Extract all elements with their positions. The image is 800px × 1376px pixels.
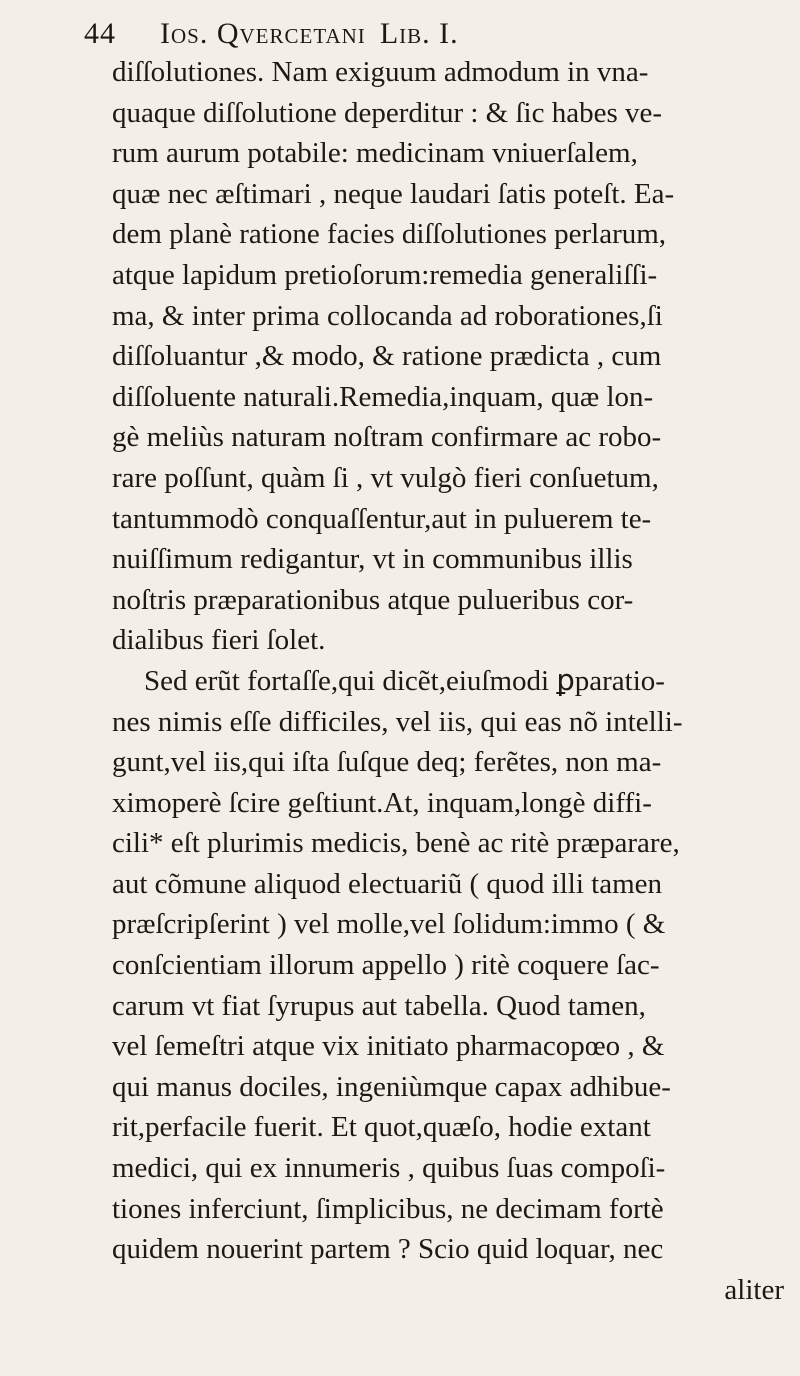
text-line: quæ nec æſtimari , neque laudari ſatis poteſt. Ea- [112, 177, 675, 210]
body-text [112, 52, 800, 1310]
page-number: 44 [84, 17, 116, 50]
text-line: rit,perfacile fuerit. Et quot,quæſo, hodie extant [112, 1111, 651, 1144]
book-number: Lib. I. [379, 17, 459, 50]
text-line: tiones inferciunt, ſimplicibus, ne decimam fortè [112, 1192, 664, 1225]
text-line: medici, qui ex innumeris , quibus ſuas compoſi- [112, 1152, 666, 1185]
text-line: nes nimis eſſe difficiles, vel iis, qui eas nõ intelli- [112, 705, 683, 738]
text-line: carum vt fiat ſyrupus aut tabella. Quod tamen, [112, 989, 646, 1022]
text-line: diſſoluente naturali.Remedia,inquam, quæ lon- [112, 380, 654, 413]
text-line: noſtris præparationibus atque pulueribus cor- [112, 583, 634, 616]
text-line: nuiſſimum redigantur, vt in communibus illis [112, 543, 633, 576]
text-line: Sed erũt fortaſſe,qui dicẽt,eiuſmodi ꝑparatio- [144, 664, 665, 697]
text-line: ma, & inter prima collocanda ad roborationes,ſi [112, 299, 663, 332]
text-line: diſſolutiones. Nam exiguum admodum in vna- [112, 56, 649, 88]
text-line: cili* eſt plurimis medicis, benè ac ritè præparare, [112, 827, 680, 860]
running-head [84, 14, 784, 54]
text-line: quaque diſſolutione deperditur : & ſic habes ve- [112, 96, 663, 129]
text-line: qui manus dociles, ingeniùmque capax adhibue- [112, 1070, 671, 1103]
text-line: conſcientiam illorum appello ) ritè coquere ſac- [112, 949, 660, 982]
text-line: gunt,vel iis,qui iſta ſuſque deq; ferẽtes, non ma- [112, 746, 662, 779]
catchword: aliter [724, 1273, 784, 1306]
text-line: vel ſemeſtri atque vix initiato pharmacopœo , & [112, 1030, 665, 1063]
text-line: quidem nouerint partem ? Scio quid loquar, nec [112, 1233, 664, 1266]
text-line: tantummodò conquaſſentur,aut in puluerem te- [112, 502, 652, 535]
text-line: dem planè ratione facies diſſolutiones perlarum, [112, 218, 667, 251]
text-line: ximoperè ſcire geſtiunt.At, inquam,longè diffi- [112, 786, 652, 819]
author-title: Ios. Qvercetani [160, 17, 366, 50]
text-line: aut cõmune aliquod electuariũ ( quod illi tamen [112, 867, 663, 900]
text-line: præſcripſerint ) vel molle,vel ſolidum:immo ( & [112, 908, 666, 941]
text-line: gè meliùs naturam noſtram confirmare ac robo- [112, 421, 662, 454]
text-line: dialibus fieri ſolet. [112, 624, 326, 657]
text-line: rare poſſunt, quàm ſi , vt vulgò fieri conſuetum, [112, 461, 659, 494]
text-line: atque lapidum pretioſorum:remedia generaliſſi- [112, 258, 658, 291]
text-line: diſſoluantur ,& modo, & ratione prædicta , cum [112, 340, 662, 373]
text-line: rum aurum potabile: medicinam vniuerſalem, [112, 137, 638, 170]
